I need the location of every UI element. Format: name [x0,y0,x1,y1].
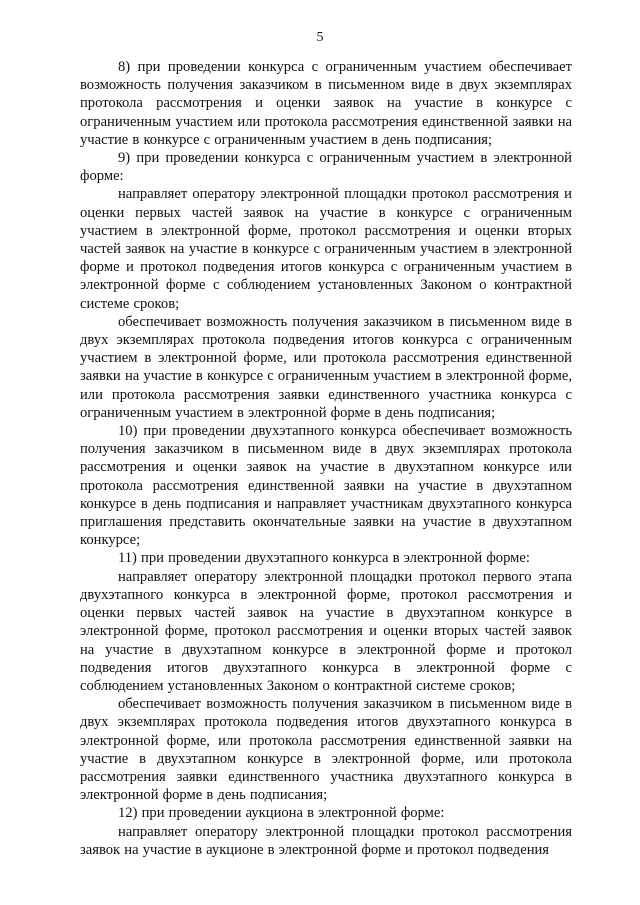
paragraph-item-11-sub-2: обеспечивает возможность получения заказчиком в письменном виде в двух экземплярах протокола подведения итогов двухэтапного конкурса в электронной форме, или протокола рассмотрения единственной заявки на участие в двухэтапном конкурсе в электронной форме, или протокола рассмотрения заявки единственного участника двухэтапного конкурса в электронной форме в день подписания; [80,696,572,804]
paragraph-item-8: 8) при проведении конкурса с ограниченным участием обеспечивает возможность получения заказчиком в письменном виде в двух экземплярах протокола рассмотрения и оценки заявок на участие в конкурсе с ограниченным участием или протокола рассмотрения единственной заявки на участие в конкурсе с ограниченным участием в день подписания; [80,59,572,148]
document-body [80,58,572,859]
paragraph-item-10: 10) при проведении двухэтапного конкурса обеспечивает возможность получения заказчиком в письменном виде в двух экземплярах протокола рассмотрения и оценки заявок на участие в двухэтапном конкурсе или протокола рассмотрения единственной заявки на участие в двухэтапном конкурсе в день подписания и направляет участникам двухэтапного конкурса приглашения представить окончательные заявки на участие в двухэтапном конкурсе; [80,423,572,549]
page-number: 5 [316,30,324,45]
paragraph-item-9-sub-1: направляет оператору электронной площадки протокол рассмотрения и оценки первых частей заявок на участие в конкурсе с ограниченным участием в электронной форме, протокол рассмотрения и оценки вторых частей заявок на участие в конкурсе с ограниченным участием в электронной форме и протокол подведения итогов конкурса с ограниченным участием в электронной форме с соблюдением установленных Законом о контрактной системе сроков; [80,186,572,312]
paragraph-item-9-sub-2: обеспечивает возможность получения заказчиком в письменном виде в двух экземплярах протокола подведения итогов конкурса с ограниченным участием в электронной форме, или протокола рассмотрения единственной заявки на участие в конкурсе с ограниченным участием в электронной форме, или протокола рассмотрения заявки единственного участника конкурса с ограниченным участием в электронной форме в день подписания; [80,313,572,421]
paragraph-item-11-sub-1: направляет оператору электронной площадки протокол первого этапа двухэтапного конкурса в электронной форме, протокол рассмотрения и оценки первых частей заявок на участие в двухэтапном конкурсе в электронной форме, протокол рассмотрения и оценки вторых частей заявок на участие в двухэтапном конкурсе в электронной форме и протокол подведения итогов двухэтапного конкурса в электронной форме с соблюдением установленных Законом о контрактной системе сроков; [80,568,572,694]
paragraph-item-12-sub-1: направляет оператору электронной площадки протокол рассмотрения заявок на участие в аукционе в электронной форме и протокол подведения [80,823,572,858]
paragraph-item-11: 11) при проведении двухэтапного конкурса в электронной форме: [118,550,530,567]
paragraph-item-9: 9) при проведении конкурса с ограниченным участием в электронной форме: [80,150,572,185]
paragraph-item-12: 12) при проведении аукциона в электронной форме: [118,805,445,822]
